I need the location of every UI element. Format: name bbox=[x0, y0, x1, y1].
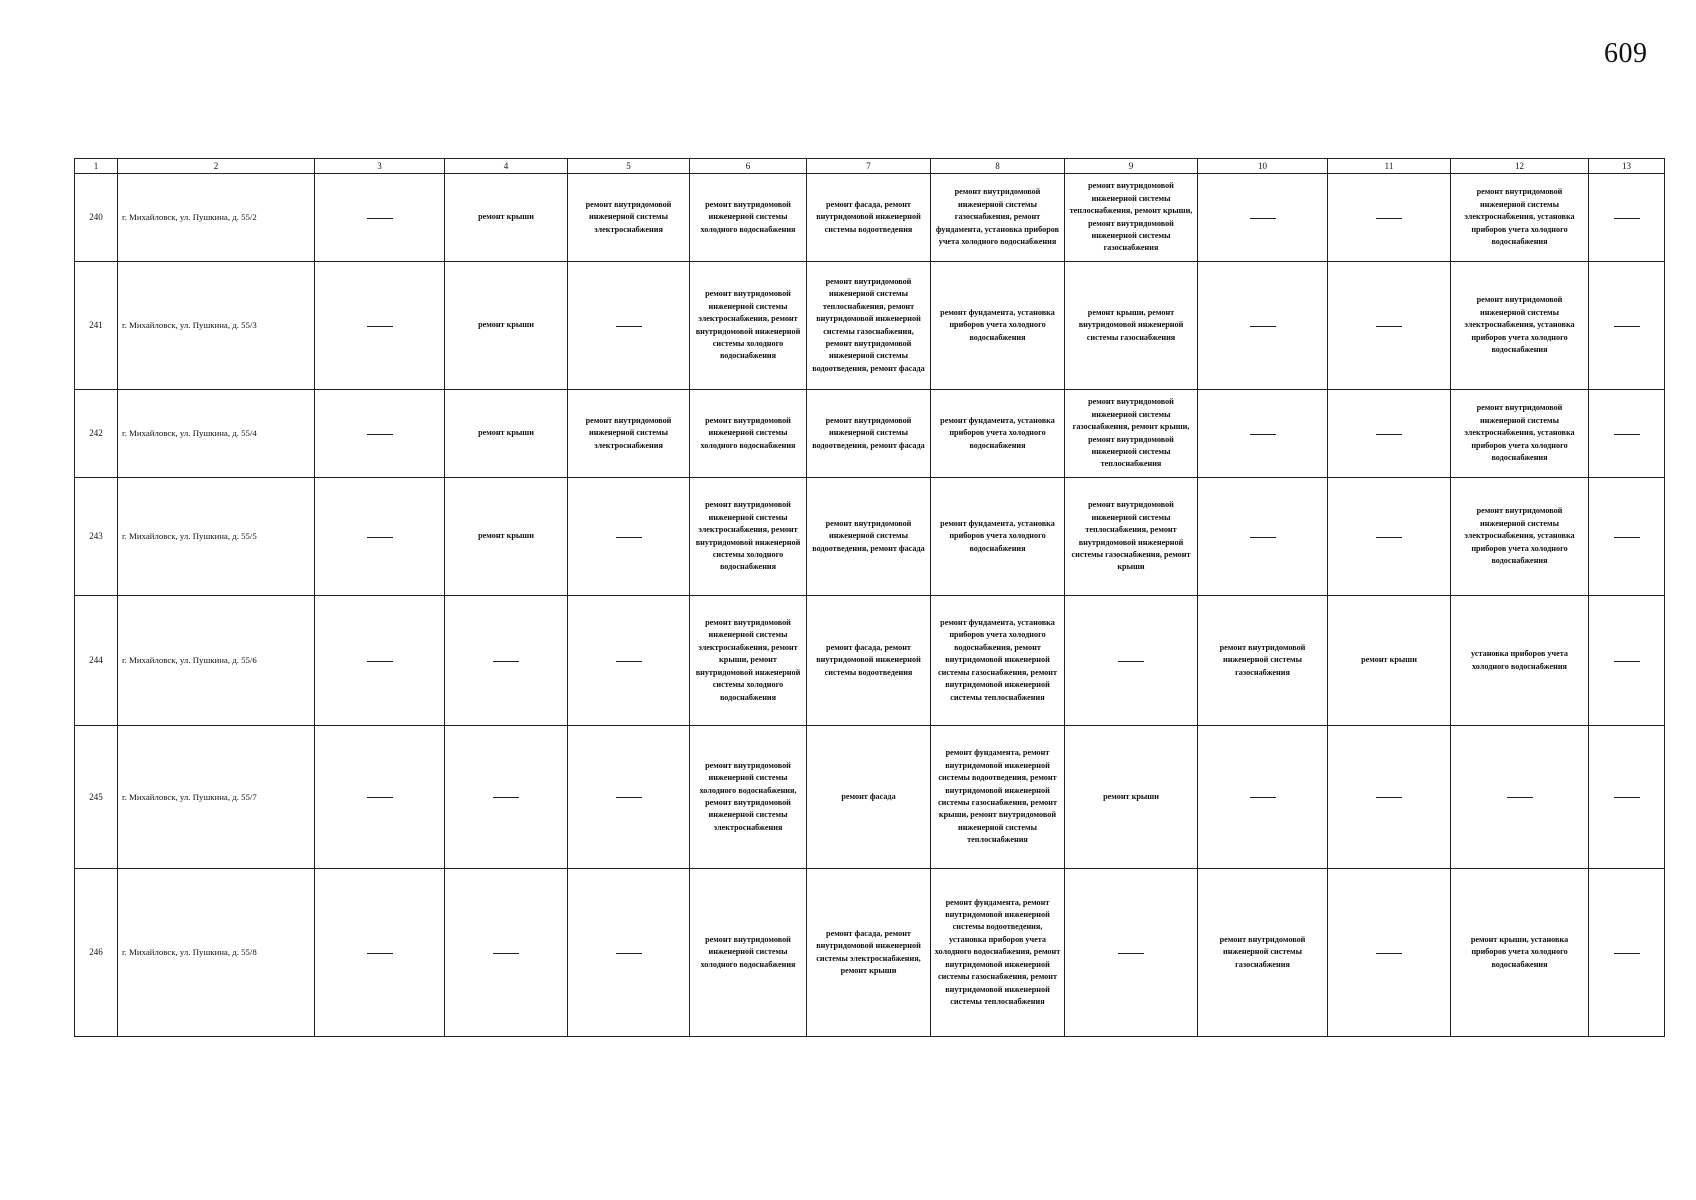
work-type-cell: ремонт фасада, ремонт внутридомовой инженерной системы водоотведения bbox=[807, 174, 931, 262]
empty-cell bbox=[315, 869, 445, 1037]
empty-cell bbox=[1328, 726, 1451, 869]
column-header: 9 bbox=[1065, 159, 1198, 174]
work-type-cell: ремонт внутридомовой инженерной системы электроснабжения, ремонт крыши, ремонт внутридомовой инженерной системы холодного водоснабжения bbox=[690, 596, 807, 726]
dash-mark bbox=[493, 797, 519, 798]
work-type-cell: ремонт внутридомовой инженерной системы электроснабжения, установка приборов учета холодного водоснабжения bbox=[1451, 262, 1589, 390]
empty-cell bbox=[1328, 390, 1451, 478]
dash-mark bbox=[616, 953, 642, 954]
column-header: 12 bbox=[1451, 159, 1589, 174]
row-number: 245 bbox=[75, 726, 118, 869]
work-type-cell: ремонт внутридомовой инженерной системы газоснабжения, ремонт фундамента, установка приборов учета холодного водоснабжения bbox=[931, 174, 1065, 262]
dash-mark bbox=[367, 326, 393, 327]
dash-mark bbox=[616, 661, 642, 662]
table-row bbox=[75, 478, 1665, 596]
empty-cell bbox=[315, 478, 445, 596]
work-type-cell: ремонт внутридомовой инженерной системы газоснабжения bbox=[1198, 869, 1328, 1037]
dash-mark bbox=[1614, 537, 1640, 538]
work-type-cell: ремонт внутридомовой инженерной системы электроснабжения bbox=[568, 390, 690, 478]
table-body bbox=[75, 174, 1665, 1037]
empty-cell bbox=[1198, 174, 1328, 262]
column-header: 6 bbox=[690, 159, 807, 174]
work-type-cell: ремонт внутридомовой инженерной системы электроснабжения, установка приборов учета холодного водоснабжения bbox=[1451, 174, 1589, 262]
dash-mark bbox=[1376, 797, 1402, 798]
table-row bbox=[75, 262, 1665, 390]
empty-cell bbox=[1198, 390, 1328, 478]
row-number: 241 bbox=[75, 262, 118, 390]
empty-cell bbox=[1328, 869, 1451, 1037]
dash-mark bbox=[1614, 953, 1640, 954]
work-type-cell: ремонт фундамента, установка приборов учета холодного водоснабжения, ремонт внутридомовой инженерной системы газоснабжения, ремонт внутридомовой инженерной системы теплоснабжения bbox=[931, 596, 1065, 726]
work-type-cell: ремонт внутридомовой инженерной системы холодного водоснабжения bbox=[690, 174, 807, 262]
table-row bbox=[75, 869, 1665, 1037]
column-header: 10 bbox=[1198, 159, 1328, 174]
dash-mark bbox=[1376, 326, 1402, 327]
address-cell: г. Михайловск, ул. Пушкина, д. 55/6 bbox=[118, 596, 315, 726]
empty-cell bbox=[1198, 262, 1328, 390]
work-type-cell: ремонт фундамента, установка приборов учета холодного водоснабжения bbox=[931, 390, 1065, 478]
work-type-cell: ремонт внутридомовой инженерной системы газоснабжения bbox=[1198, 596, 1328, 726]
empty-cell bbox=[568, 596, 690, 726]
column-header: 7 bbox=[807, 159, 931, 174]
table-header bbox=[75, 159, 1665, 174]
empty-cell bbox=[1589, 478, 1665, 596]
empty-cell bbox=[315, 596, 445, 726]
work-type-cell: ремонт внутридомовой инженерной системы теплоснабжения, ремонт внутридомовой инженерной системы газоснабжения, ремонт внутридомовой инженерной системы водоотведения, ремонт фасада bbox=[807, 262, 931, 390]
empty-cell bbox=[1328, 174, 1451, 262]
empty-cell bbox=[1328, 478, 1451, 596]
column-header: 5 bbox=[568, 159, 690, 174]
address-cell: г. Михайловск, ул. Пушкина, д. 55/3 bbox=[118, 262, 315, 390]
work-type-cell: ремонт фундамента, установка приборов учета холодного водоснабжения bbox=[931, 478, 1065, 596]
address-cell: г. Михайловск, ул. Пушкина, д. 55/4 bbox=[118, 390, 315, 478]
column-header: 8 bbox=[931, 159, 1065, 174]
dash-mark bbox=[1614, 661, 1640, 662]
work-type-cell: ремонт внутридомовой инженерной системы холодного водоснабжения bbox=[690, 390, 807, 478]
column-header: 11 bbox=[1328, 159, 1451, 174]
address-cell: г. Михайловск, ул. Пушкина, д. 55/8 bbox=[118, 869, 315, 1037]
column-number-row bbox=[75, 159, 1665, 174]
work-type-cell: ремонт крыши, установка приборов учета холодного водоснабжения bbox=[1451, 869, 1589, 1037]
dash-mark bbox=[367, 218, 393, 219]
work-type-cell: ремонт внутридомовой инженерной системы водоотведения, ремонт фасада bbox=[807, 390, 931, 478]
column-header: 13 bbox=[1589, 159, 1665, 174]
work-type-cell: ремонт фасада bbox=[807, 726, 931, 869]
work-type-cell: ремонт фасада, ремонт внутридомовой инженерной системы водоотведения bbox=[807, 596, 931, 726]
work-type-cell: ремонт крыши bbox=[445, 478, 568, 596]
row-number: 244 bbox=[75, 596, 118, 726]
work-type-cell: ремонт крыши bbox=[1065, 726, 1198, 869]
dash-mark bbox=[1250, 326, 1276, 327]
empty-cell bbox=[445, 726, 568, 869]
dash-mark bbox=[1118, 661, 1144, 662]
dash-mark bbox=[1614, 218, 1640, 219]
work-type-cell: ремонт фундамента, ремонт внутридомовой инженерной системы водоотведения, установка приборов учета холодного водоснабжения, ремонт внутридомовой инженерной системы газоснабжения, ремонт внутридомовой инженерной системы теплоснабжения bbox=[931, 869, 1065, 1037]
work-type-cell: установка приборов учета холодного водоснабжения bbox=[1451, 596, 1589, 726]
table-row bbox=[75, 174, 1665, 262]
dash-mark bbox=[1614, 434, 1640, 435]
work-type-cell: ремонт внутридомовой инженерной системы электроснабжения, ремонт внутридомовой инженерной системы холодного водоснабжения bbox=[690, 262, 807, 390]
dash-mark bbox=[367, 537, 393, 538]
empty-cell bbox=[315, 262, 445, 390]
work-type-cell: ремонт крыши, ремонт внутридомовой инженерной системы газоснабжения bbox=[1065, 262, 1198, 390]
dash-mark bbox=[616, 797, 642, 798]
dash-mark bbox=[367, 661, 393, 662]
work-type-cell: ремонт фундамента, установка приборов учета холодного водоснабжения bbox=[931, 262, 1065, 390]
empty-cell bbox=[568, 478, 690, 596]
work-type-cell: ремонт внутридомовой инженерной системы теплоснабжения, ремонт внутридомовой инженерной системы газоснабжения, ремонт крыши bbox=[1065, 478, 1198, 596]
table-row bbox=[75, 596, 1665, 726]
empty-cell bbox=[315, 174, 445, 262]
dash-mark bbox=[616, 326, 642, 327]
dash-mark bbox=[1250, 434, 1276, 435]
work-type-cell: ремонт внутридомовой инженерной системы холодного водоснабжения, ремонт внутридомовой инженерной системы электроснабжения bbox=[690, 726, 807, 869]
work-type-cell: ремонт внутридомовой инженерной системы водоотведения, ремонт фасада bbox=[807, 478, 931, 596]
row-number: 242 bbox=[75, 390, 118, 478]
address-cell: г. Михайловск, ул. Пушкина, д. 55/7 bbox=[118, 726, 315, 869]
dash-mark bbox=[367, 797, 393, 798]
dash-mark bbox=[1250, 218, 1276, 219]
column-header: 3 bbox=[315, 159, 445, 174]
column-header: 2 bbox=[118, 159, 315, 174]
empty-cell bbox=[568, 726, 690, 869]
dash-mark bbox=[367, 953, 393, 954]
address-cell: г. Михайловск, ул. Пушкина, д. 55/5 bbox=[118, 478, 315, 596]
empty-cell bbox=[445, 869, 568, 1037]
empty-cell bbox=[1328, 262, 1451, 390]
empty-cell bbox=[1589, 596, 1665, 726]
empty-cell bbox=[568, 262, 690, 390]
dash-mark bbox=[493, 661, 519, 662]
empty-cell bbox=[315, 390, 445, 478]
dash-mark bbox=[1376, 218, 1402, 219]
dash-mark bbox=[493, 953, 519, 954]
empty-cell bbox=[1589, 262, 1665, 390]
dash-mark bbox=[1614, 797, 1640, 798]
column-header: 4 bbox=[445, 159, 568, 174]
empty-cell bbox=[1589, 869, 1665, 1037]
dash-mark bbox=[1614, 326, 1640, 327]
column-header: 1 bbox=[75, 159, 118, 174]
work-type-cell: ремонт внутридомовой инженерной системы теплоснабжения, ремонт крыши, ремонт внутридомовой инженерной системы газоснабжения bbox=[1065, 174, 1198, 262]
empty-cell bbox=[1451, 726, 1589, 869]
work-type-cell: ремонт внутридомовой инженерной системы газоснабжения, ремонт крыши, ремонт внутридомовой инженерной системы теплоснабжения bbox=[1065, 390, 1198, 478]
empty-cell bbox=[1589, 174, 1665, 262]
dash-mark bbox=[1376, 537, 1402, 538]
work-type-cell: ремонт внутридомовой инженерной системы электроснабжения, установка приборов учета холодного водоснабжения bbox=[1451, 478, 1589, 596]
work-type-cell: ремонт фасада, ремонт внутридомовой инженерной системы электроснабжения, ремонт крыши bbox=[807, 869, 931, 1037]
empty-cell bbox=[568, 869, 690, 1037]
dash-mark bbox=[616, 537, 642, 538]
work-type-cell: ремонт внутридомовой инженерной системы холодного водоснабжения bbox=[690, 869, 807, 1037]
dash-mark bbox=[1507, 797, 1533, 798]
dash-mark bbox=[367, 434, 393, 435]
row-number: 240 bbox=[75, 174, 118, 262]
empty-cell bbox=[1065, 869, 1198, 1037]
dash-mark bbox=[1376, 953, 1402, 954]
empty-cell bbox=[1198, 726, 1328, 869]
dash-mark bbox=[1118, 953, 1144, 954]
work-type-cell: ремонт внутридомовой инженерной системы электроснабжения, установка приборов учета холодного водоснабжения bbox=[1451, 390, 1589, 478]
work-type-cell: ремонт крыши bbox=[445, 174, 568, 262]
table-row bbox=[75, 726, 1665, 869]
empty-cell bbox=[1589, 390, 1665, 478]
row-number: 246 bbox=[75, 869, 118, 1037]
empty-cell bbox=[445, 596, 568, 726]
work-type-cell: ремонт крыши bbox=[445, 262, 568, 390]
empty-cell bbox=[1589, 726, 1665, 869]
empty-cell bbox=[315, 726, 445, 869]
work-type-cell: ремонт крыши bbox=[1328, 596, 1451, 726]
table-row bbox=[75, 390, 1665, 478]
row-number: 243 bbox=[75, 478, 118, 596]
dash-mark bbox=[1376, 434, 1402, 435]
dash-mark bbox=[1250, 797, 1276, 798]
repair-schedule-table bbox=[74, 158, 1665, 1037]
work-type-cell: ремонт внутридомовой инженерной системы электроснабжения bbox=[568, 174, 690, 262]
address-cell: г. Михайловск, ул. Пушкина, д. 55/2 bbox=[118, 174, 315, 262]
work-type-cell: ремонт внутридомовой инженерной системы электроснабжения, ремонт внутридомовой инженерной системы холодного водоснабжения bbox=[690, 478, 807, 596]
empty-cell bbox=[1065, 596, 1198, 726]
work-type-cell: ремонт крыши bbox=[445, 390, 568, 478]
work-type-cell: ремонт фундамента, ремонт внутридомовой инженерной системы водоотведения, ремонт внутридомовой инженерной системы газоснабжения, ремонт крыши, ремонт внутридомовой инженерной системы теплоснабжения bbox=[931, 726, 1065, 869]
page-number: 609 bbox=[1604, 38, 1648, 69]
empty-cell bbox=[1198, 478, 1328, 596]
dash-mark bbox=[1250, 537, 1276, 538]
